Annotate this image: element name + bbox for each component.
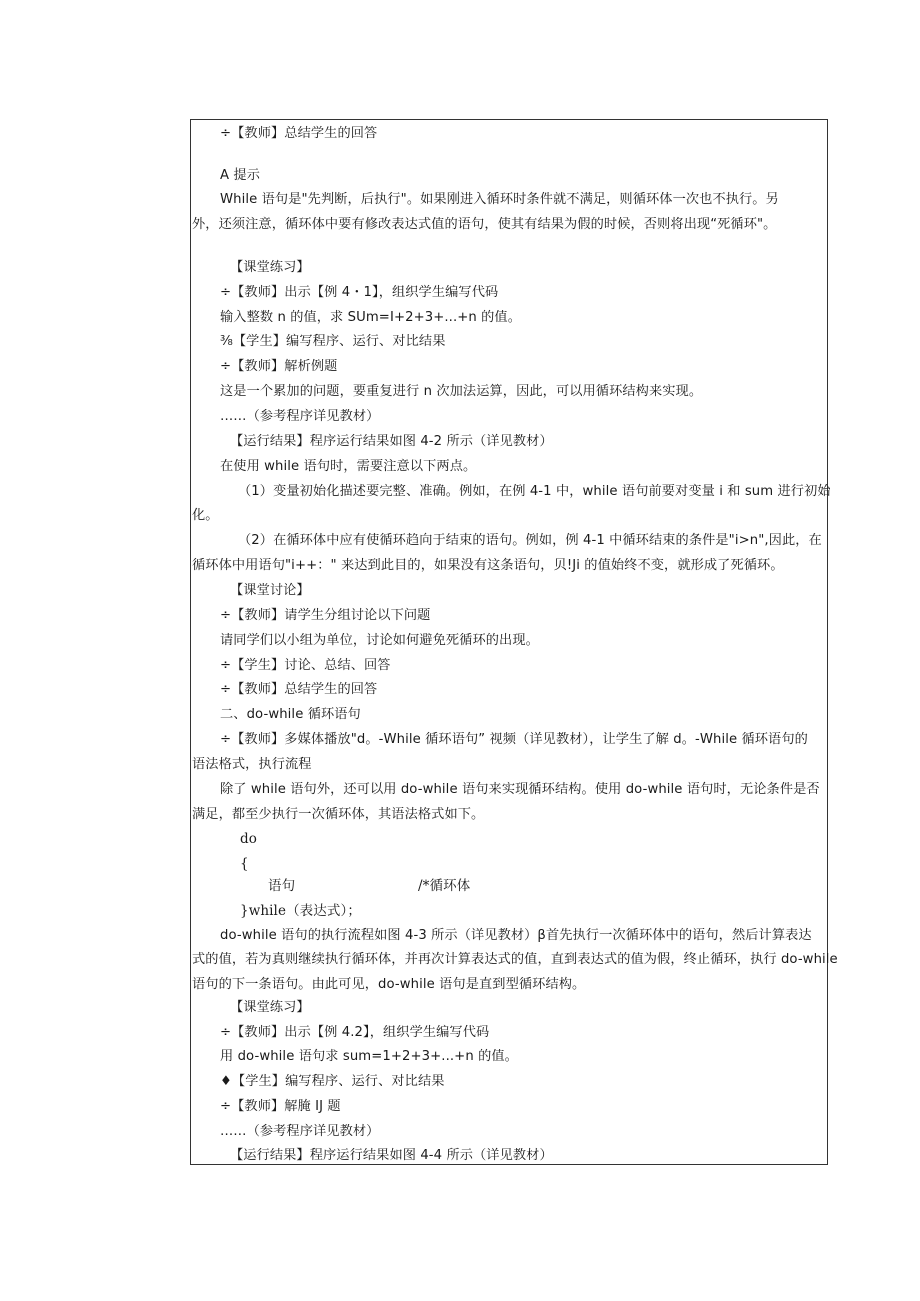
text-line: 在使用 while 语句时，需要注意以下两点。: [220, 459, 477, 474]
text-line: 式的值，若为真则继续执行循环体，并再次计算表达式的值，直到表达式的值为假，终止循环，执行 do-while: [192, 952, 838, 967]
section-heading: 【课堂讨论】: [230, 583, 310, 598]
code-line: 语句: [268, 878, 296, 894]
code-comment: /*循环体: [418, 878, 471, 894]
text-line: do-while 语句的执行流程如图 4-3 所示（详见教材）β首先执行一次循环体中的语句，然后计算表达: [220, 928, 812, 943]
text-line: 【运行结果】程序运行结果如图 4-4 所示（详见教材）: [230, 1148, 553, 1163]
text-line: 这是一个累加的问题，要重复进行 n 次加法运算，因此，可以用循环结构来实现。: [220, 384, 703, 399]
text-line: ……（参考程序详见教材）: [220, 1124, 380, 1139]
text-line: ÷【教师】多媒体播放"d。-While 循环语句” 视频（详见教材），让学生了解 d。-While 循环语句的: [220, 732, 808, 747]
text-line: ÷【教师】出示【例 4・1】，组织学生编写代码: [220, 285, 499, 300]
code-line: do: [240, 831, 257, 847]
text-line: ⅜【学生】编写程序、运行、对比结果: [220, 334, 446, 349]
text-line: ÷【教师】解腌 IJ 题: [220, 1099, 341, 1114]
text-line: 循环体中用语句"i++：" 来达到此目的，如果没有这条语句，贝!Ji 的值始终不变，就形成了死循环。: [192, 558, 784, 573]
text-line: 语法格式，执行流程: [192, 757, 312, 772]
text-line: 输入整数 n 的值，求 SUm=I+2+3+...+n 的值。: [220, 310, 522, 325]
text-line: （2）在循环体中应有使循环趋向于结束的语句。例如，例 4-1 中循环结束的条件是"i>n",因此，在: [238, 533, 822, 548]
text-line: ……（参考程序详见教材）: [220, 409, 380, 424]
text-line: 除了 while 语句外，还可以用 do-while 语句来实现循环结构。使用 do-while 语句时，无论条件是否: [220, 782, 820, 797]
text-line: 语句的下一条语句。由此可见，do-while 语句是直到型循环结构。: [192, 977, 586, 992]
text-line: ÷【教师】总结学生的回答: [220, 682, 378, 697]
code-line: {: [240, 856, 249, 872]
text-line: 【运行结果】程序运行结果如图 4-2 所示（详见教材）: [230, 434, 553, 449]
hint-heading: A 提示: [220, 168, 260, 183]
section-heading: 【课堂练习】: [230, 1000, 310, 1015]
text-line: 满足，都至少执行一次循环体，其语法格式如下。: [192, 807, 485, 822]
text-line: ÷【教师】出示【例 4.2】，组织学生编写代码: [220, 1025, 490, 1040]
text-line: 请同学们以小组为单位，讨论如何避免死循环的出现。: [220, 633, 539, 648]
text-line: 外，还须注意，循环体中要有修改表达式值的语句，使其有结果为假的时候，否则将出现“死循环"。: [192, 217, 777, 232]
text-line: ÷【学生】讨论、总结、回答: [220, 658, 391, 673]
text-line: （1）变量初始化描述要完整、准确。例如，在例 4-1 中，while 语句前要对变量 i 和 sum 进行初始: [238, 484, 831, 499]
text-line: While 语句是"先判断，后执行"。如果刚进入循环时条件就不满足，则循环体一次也不执行。另: [220, 192, 779, 207]
text-line: 化。: [192, 508, 219, 523]
code-line: }while（表达式）；: [240, 903, 361, 919]
text-line: ÷【教师】总结学生的回答: [220, 126, 378, 141]
text-line: ÷【教师】请学生分组讨论以下问题: [220, 608, 431, 623]
text-line: 用 do-while 语句求 sum=1+2+3+...+n 的值。: [220, 1049, 518, 1064]
text-line: ♦【学生】编写程序、运行、对比结果: [220, 1074, 445, 1089]
section-heading: 【课堂练习】: [230, 260, 310, 275]
text-line: ÷【教师】解析例题: [220, 359, 338, 374]
subsection-heading: 二、do-while 循环语句: [220, 707, 361, 722]
